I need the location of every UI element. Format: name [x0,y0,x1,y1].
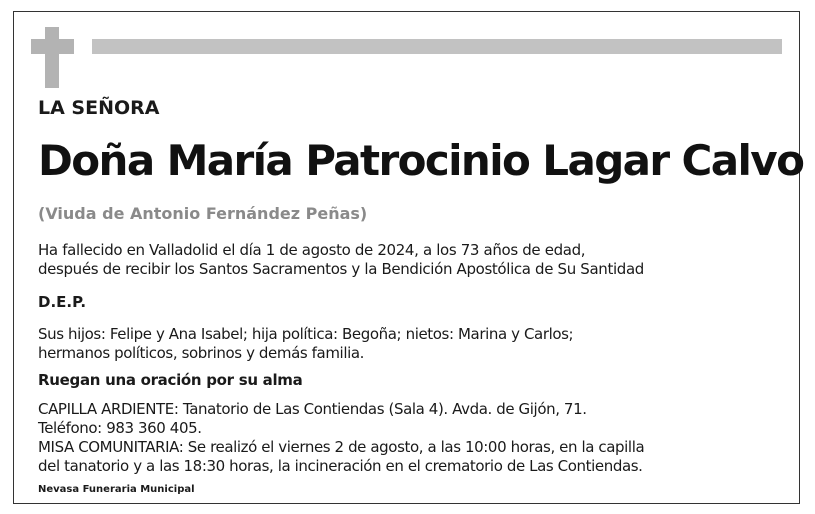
family-line: Sus hijos: Felipe y Ana Isabel; hija política: Begoña; nietos: Marina y Carlos; [38,325,574,343]
widow-of: (Viuda de Antonio Fernández Peñas) [38,204,368,223]
family-line: hermanos políticos, sobrinos y demás familia. [38,344,365,362]
dep-label: D.E.P. [38,293,87,311]
funeral-home: Nevasa Funeraria Municipal [38,484,195,495]
cross-icon-bar [31,39,74,54]
details-line: CAPILLA ARDIENTE: Tanatorio de Las Contiendas (Sala 4). Avda. de Gijón, 71. [38,400,587,418]
details-line: Teléfono: 983 360 405. [38,419,202,437]
death-line: Ha fallecido en Valladolid el día 1 de agosto de 2024, a los 73 años de edad, [38,241,586,259]
cross-icon [45,27,59,88]
details-line: MISA COMUNITARIA: Se realizó el viernes 2 de agosto, a las 10:00 horas, en la capilla [38,438,645,456]
family-list [38,325,573,363]
service-details [38,400,644,476]
details-line: del tanatorio y a las 18:30 horas, la incineración en el crematorio de Las Contiendas. [38,457,643,475]
prayer-request: Ruegan una oración por su alma [38,371,303,389]
death-announcement [38,241,644,279]
honorific: LA SEÑORA [38,97,160,119]
header-rule [92,39,782,54]
death-line: después de recibir los Santos Sacramentos y la Bendición Apostólica de Su Santidad [38,260,644,278]
deceased-name: Doña María Patrocinio Lagar Calvo [38,136,804,185]
